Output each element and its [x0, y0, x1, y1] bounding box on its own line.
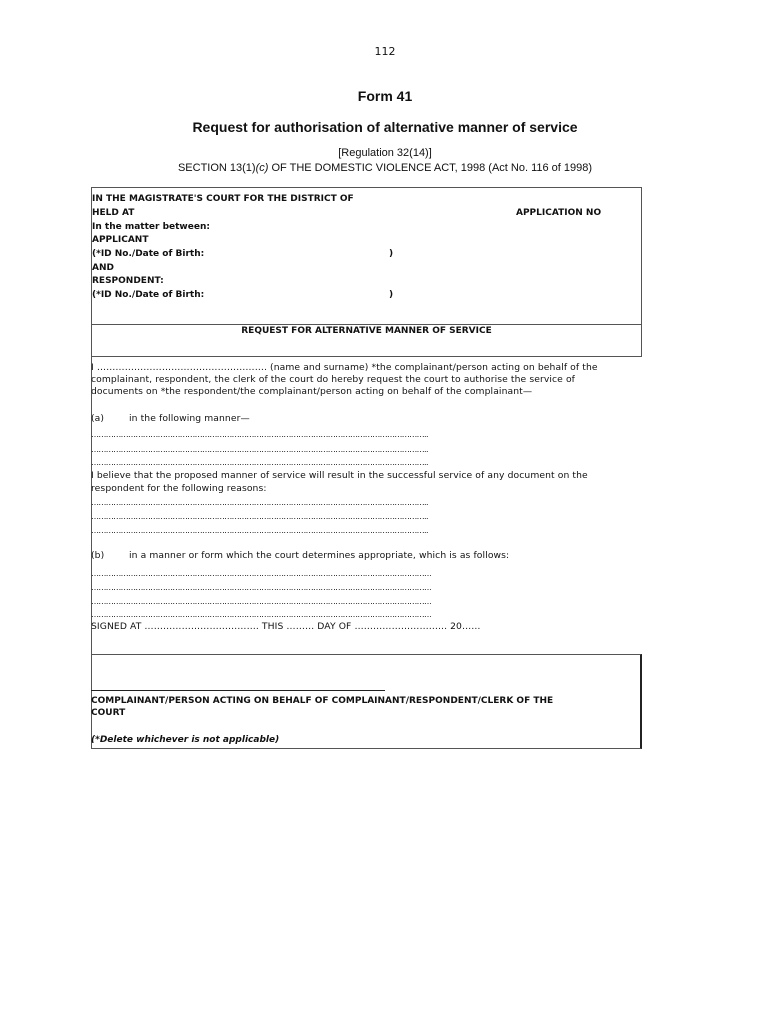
- respondent-label: RESPONDENT:: [92, 276, 164, 286]
- dotted-line-a2: ………………………………………………………………………………………………………………………..: [91, 445, 428, 454]
- application-no-label: APPLICATION NO: [516, 208, 602, 218]
- applicant-label: APPLICANT: [92, 235, 149, 245]
- applicant-id-close: ): [389, 249, 394, 259]
- matter-between: In the matter between:: [92, 222, 210, 232]
- dotted-line-r1: ………………………………………………………………………………………………………………………..: [91, 498, 428, 507]
- section-suffix: OF THE DOMESTIC VIOLENCE ACT, 1998 (Act No. 116 of 1998): [268, 162, 593, 174]
- signed-at-line: SIGNED AT ………………………………. THIS ……… DAY OF ………………………... 20……: [91, 621, 481, 632]
- section-italic: (c): [255, 162, 269, 174]
- dotted-line-a3: ………………………………………………………………………………………………………………………..: [91, 458, 428, 467]
- dotted-line-b3: …………………………………………………………………………………………………………………………: [91, 597, 432, 606]
- act-section-reference: [0, 162, 770, 174]
- dotted-line-r3: ………………………………………………………………………………………………………………………..: [91, 526, 428, 535]
- dotted-line-b2: …………………………………………………………………………………………………………………………: [91, 583, 432, 592]
- item-a-text: in the following manner—: [129, 413, 250, 424]
- and-label: AND: [92, 263, 114, 273]
- dotted-line-b1: …………………………………………………………………………………………………………………………: [91, 569, 432, 578]
- delete-note: (*Delete whichever is not applicable): [91, 735, 280, 745]
- intro-line-2: complainant, respondent, the clerk of the court do hereby request the court to authorise the service of: [91, 374, 576, 385]
- dotted-line-a1: ………………………………………………………………………………………………………………………..: [91, 430, 428, 439]
- applicant-id-label: (*ID No./Date of Birth:: [92, 249, 205, 259]
- intro-line-3: documents on *the respondent/the complainant/person acting on behalf of the complainant—: [91, 386, 533, 397]
- item-a-label: (a): [91, 413, 105, 424]
- respondent-id-label: (*ID No./Date of Birth:: [92, 290, 205, 300]
- request-heading: REQUEST FOR ALTERNATIVE MANNER OF SERVICE: [241, 326, 492, 336]
- signature-line: [91, 690, 385, 691]
- believe-line-1: I believe that the proposed manner of service will result in the successful service of any document on the: [91, 470, 588, 481]
- item-b-label: (b): [91, 550, 105, 561]
- form-title: Request for authorisation of alternative manner of service: [192, 119, 578, 135]
- signatory-line-1: COMPLAINANT/PERSON ACTING ON BEHALF OF COMPLAINANT/RESPONDENT/CLERK OF THE: [91, 696, 554, 706]
- believe-line-2: respondent for the following reasons:: [91, 483, 267, 494]
- intro-line-1: I ………………………………………………. (name and surname) *the complainant/person acting on behalf of the: [91, 362, 598, 373]
- dotted-line-b4: …………………………………………………………………………………………………………………………: [91, 610, 432, 619]
- page-number: 112: [374, 45, 396, 58]
- dotted-line-r2: ………………………………………………………………………………………………………………………..: [91, 512, 428, 521]
- court-line: IN THE MAGISTRATE'S COURT FOR THE DISTRICT OF: [92, 194, 354, 204]
- signatory-line-2: COURT: [91, 708, 126, 718]
- form-number: Form 41: [357, 88, 413, 104]
- regulation-reference: [Regulation 32(14)]: [338, 147, 432, 159]
- section-prefix: SECTION 13(1): [177, 162, 256, 174]
- item-b-text: in a manner or form which the court determines appropriate, which is as follows:: [129, 550, 510, 561]
- respondent-id-close: ): [389, 290, 394, 300]
- held-at: HELD AT: [92, 208, 135, 218]
